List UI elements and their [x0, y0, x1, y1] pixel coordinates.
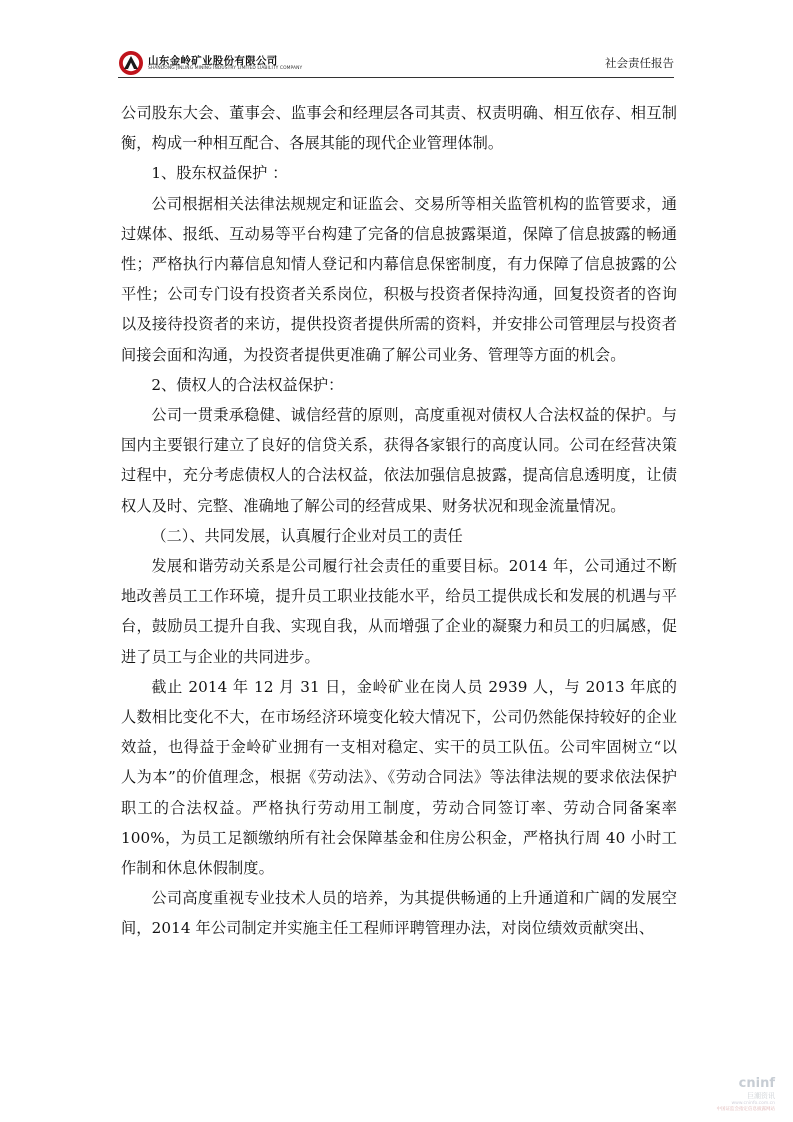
- cninfo-tagline: 中国证监会指定信息披露网站: [716, 1107, 775, 1112]
- heading-shareholder-rights: 1、股东权益保护 ：: [151, 164, 288, 183]
- cninfo-watermark: [675, 1076, 775, 1112]
- report-type: 社会责任报告: [605, 56, 674, 70]
- company-name-en: SHANDONG JINLING MINING INDUSTRY LIMITED LIABILITY COMPANY: [148, 66, 303, 71]
- paragraph-shareholder-rights: 公司根据相关法律法规规定和证监会、交易所等相关监管机构的监管要求，通过媒体、报纸、互动易等平台构建了完备的信息披露渠道，保障了信息披露的畅通性；严格执行内幕信息知情人登记和内幕信息保密制度，有力保障了信息披露的公平性；公司专门设有投资者关系岗位，积极与投资者保持沟通，回复投资者的咨询以及接待投资者的来访，提供投资者提供所需的资料，并安排公司管理层与投资者间接会面和沟通，为投资者提供更准确了解公司业务、管理等方面的机会。: [121, 194, 677, 364]
- paragraph-governance: 公司股东大会、董事会、监事会和经理层各司其责、权责明确、相互依存、相互制衡，构成一种相互配合、各展其能的现代企业管理体制。: [121, 104, 677, 153]
- paragraph-employee-stats: 截止 2014 年 12 月 31 日，金岭矿业在岗人员 2939 人，与 2013 年底的人数相比变化不大，在市场经济环境变化较大情况下，公司仍然能保持较好的企业效益，也得益于金岭矿业拥有一支相对稳定、实干的员工队伍。公司牢固树立“以人为本”的价值理念，根据《劳动法》、《劳动合同法》等法律法规的要求依法保护职工的合法权益。严格执行劳动用工制度，劳动合同签订率、劳动合同备案率100%，为员工足额缴纳所有社会保障基金和住房公积金，严格执行周 40 小时工作制和休息休假制度。: [121, 677, 677, 878]
- paragraph-labor-relations: 发展和谐劳动关系是公司履行社会责任的重要目标。2014 年，公司通过不断地改善员工工作环境，提升员工职业技能水平，给员工提供成长和发展的机遇与平台，鼓励员工提升自我、实现自我，从而增强了企业的凝聚力和员工的归属感，促进了员工与企业的共同进步。: [121, 557, 677, 666]
- report-body: [121, 98, 677, 944]
- company-name: 山东金岭矿业股份有限公司: [148, 55, 278, 67]
- cninfo-url: www.cninfo.com.cn: [731, 1101, 775, 1106]
- cninfo-name: 巨潮资讯: [747, 1092, 775, 1100]
- paragraph-creditor-rights: 公司一贯秉承稳健、诚信经营的原则，高度重视对债权人合法权益的保护。与国内主要银行建立了良好的信贷关系，获得各家银行的高度认同。公司在经营决策过程中，充分考虑债权人的合法权益，依法加强信息披露，提高信息透明度，让债权人及时、完整、准确地了解公司的经营成果、财务状况和现金流量情况。: [121, 406, 677, 515]
- company-logo-icon: [118, 50, 144, 76]
- page-header: [118, 50, 674, 76]
- heading-creditor-rights: 2、债权人的合法权益保护：: [151, 375, 344, 394]
- paragraph-talent-development: 公司高度重视专业技术人员的培养，为其提供畅通的上升通道和广阔的发展空间，2014 年公司制定并实施主任工程师评聘管理办法，对岗位绩效贡献突出、: [121, 889, 677, 938]
- header-divider: [118, 77, 674, 78]
- cninfo-logo: cninf: [738, 1076, 775, 1091]
- heading-employee-responsibility: （二）、共同发展，认真履行企业对员工的责任: [151, 526, 463, 545]
